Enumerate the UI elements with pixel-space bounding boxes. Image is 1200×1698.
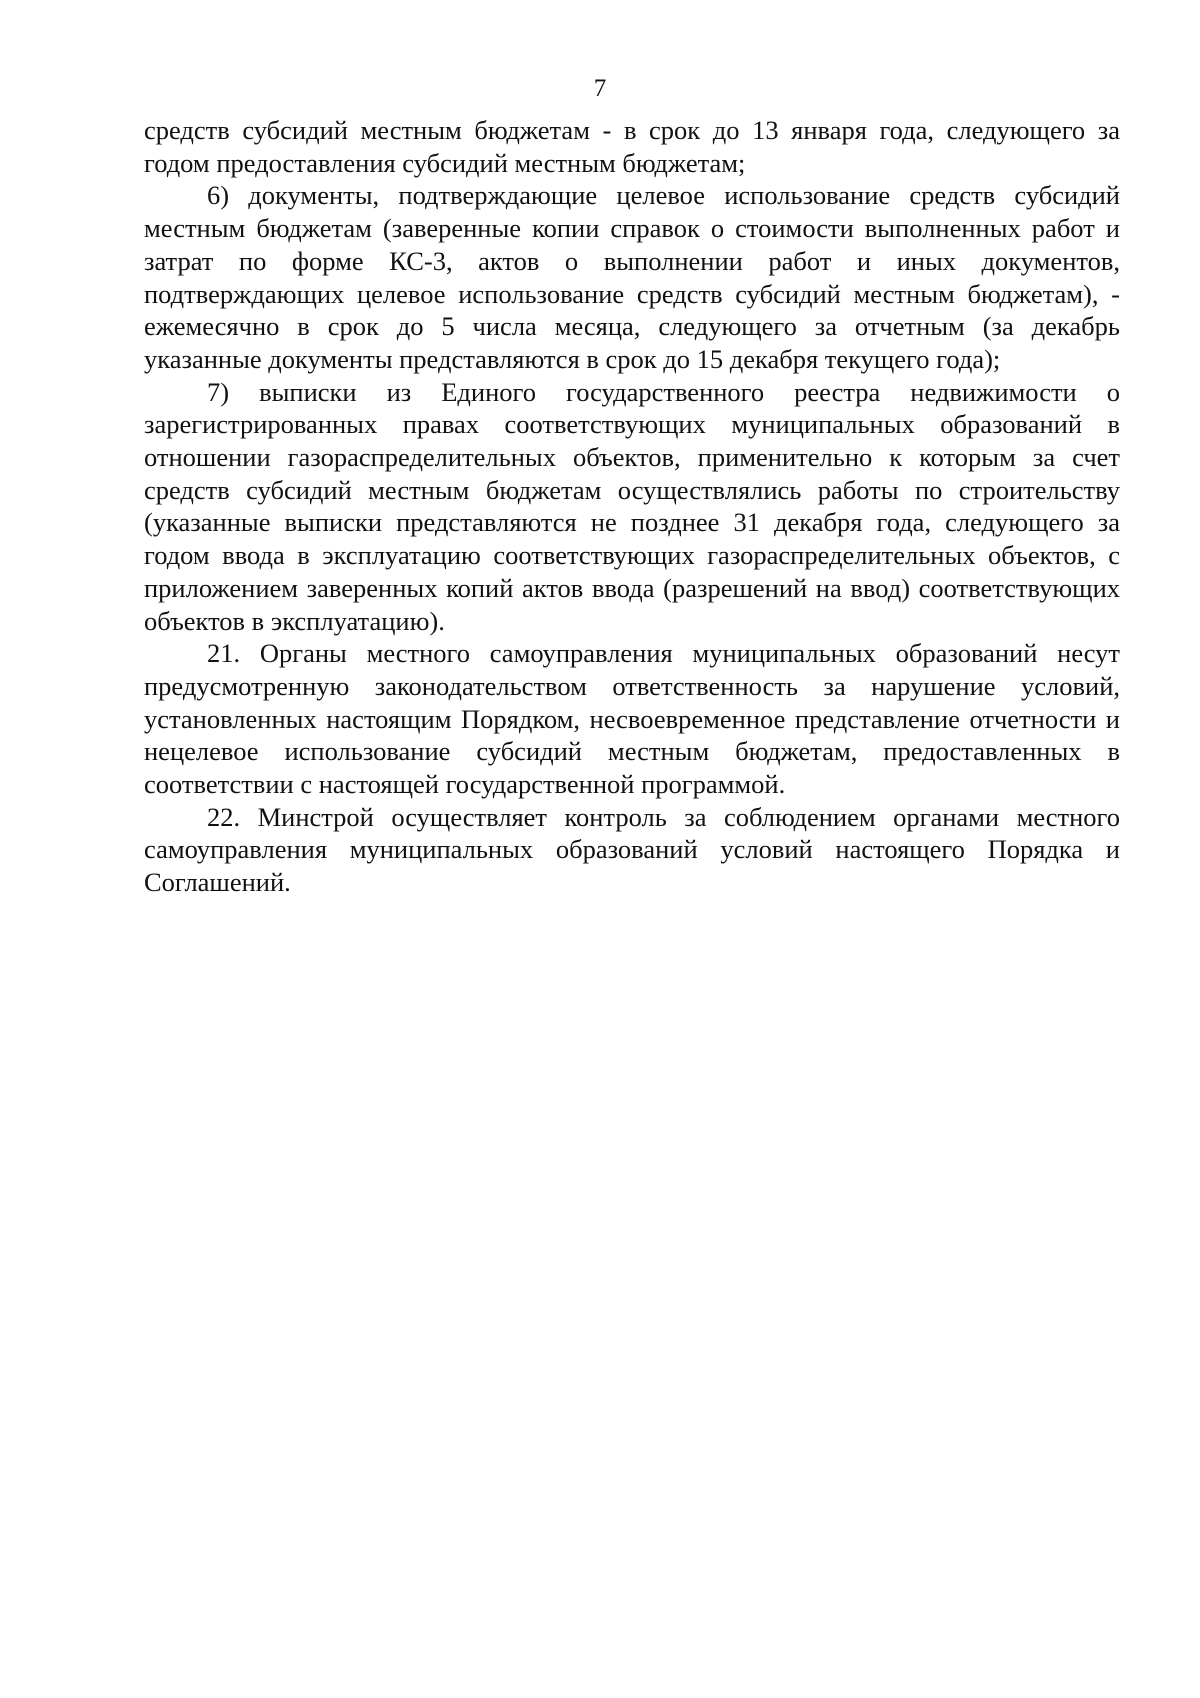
paragraph-item-7: 7) выписки из Единого государственного реестра недвижимости о зарегистрированных правах соответствующих муниципальных образований в отношении газораспределительных объектов, применительно к которым за счет средств субсидий местным бюджетам осуществлялись работы по строительству (указанные выписки представляются не позднее 31 декабря года, следующего за годом ввода в эксплуатацию соответствующих газораспределительных объектов, с приложением заверенных копий актов ввода (разрешений на ввод) соответствующих объектов в эксплуатацию). [144, 376, 1120, 636]
document-body [144, 114, 1120, 899]
paragraph-continuation: средств субсидий местным бюджетам - в срок до 13 января года, следующего за годом предоставления субсидий местным бюджетам; [144, 115, 1120, 178]
paragraph-clause-21: 21. Органы местного самоуправления муниципальных образований несут предусмотренную законодательством ответственность за нарушение условий, установленных настоящим Порядком, несвоевременное представление отчетности и нецелевое использование субсидий местным бюджетам, предоставленных в соответствии с настоящей государственной программой. [144, 638, 1120, 800]
page-number: 7 [593, 75, 607, 102]
paragraph-item-6: 6) документы, подтверждающие целевое использование средств субсидий местным бюджетам (заверенные копии справок о стоимости выполненных работ и затрат по форме КС-3, актов о выполнении работ и иных документов, подтверждающих целевое использование средств субсидий местным бюджетам), - ежемесячно в срок до 5 числа месяца, следующего за отчетным (за декабрь указанные документы представляются в срок до 15 декабря текущего года); [144, 180, 1120, 374]
paragraph-clause-22: 22. Минстрой осуществляет контроль за соблюдением органами местного самоуправления муниципальных образований условий настоящего Порядка и Соглашений. [144, 801, 1120, 898]
